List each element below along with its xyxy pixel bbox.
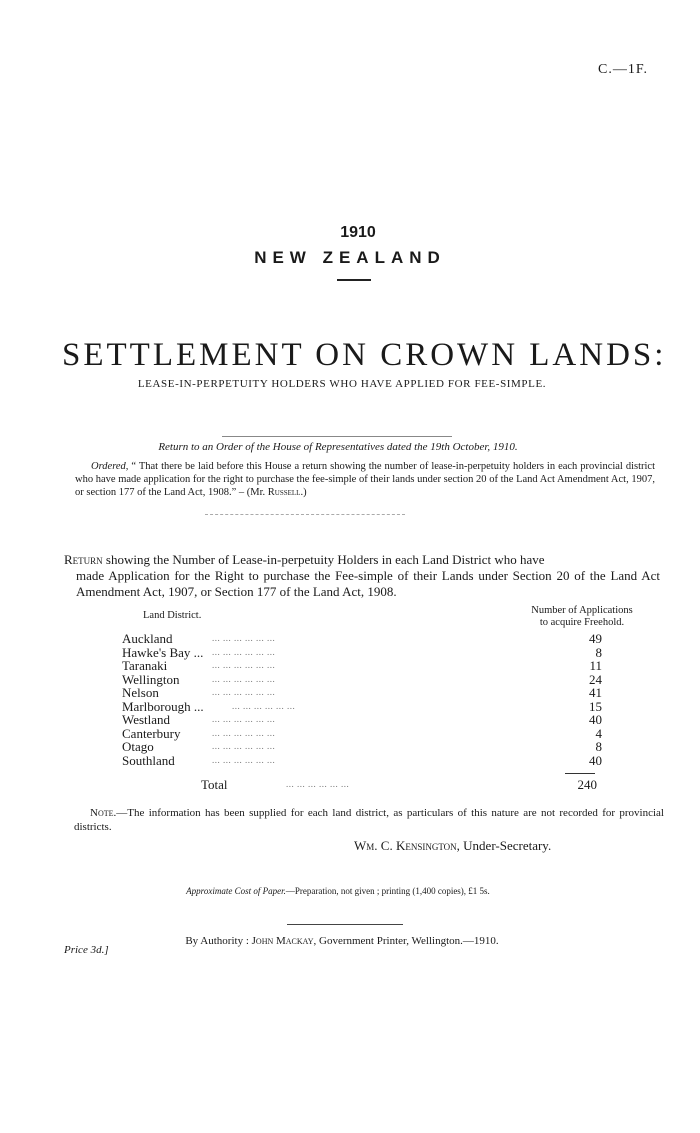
total-divider [565,773,595,774]
table-row [122,700,662,714]
leader-dots: ... ... ... ... ... ... [212,714,276,724]
signature [354,838,551,854]
leader-dots: ... ... ... ... ... ... [212,633,276,643]
district-name: Otago [122,739,154,754]
price-label: Price 3d.] [64,944,109,956]
note-label: Note. [90,807,117,819]
order-heading: Return to an Order of the House of Representatives dated the 19th October, 1910. [158,441,518,453]
application-count: 40 [589,712,602,727]
leader-dots: ... ... ... ... ... ... [232,700,296,711]
authority-prefix: By Authority : [185,935,249,947]
leader-dots: ... ... ... ... ... ... [212,727,276,738]
district-name: Auckland [122,631,173,646]
district-name: Taranaki [122,658,168,673]
column-header-count-line1: Number of Applications [531,605,633,616]
district-table [122,632,662,767]
order-text [75,460,655,499]
order-end-divider [205,514,405,515]
signatory-name: Wm. C. Kensington [354,838,457,853]
country-heading: NEW ZEALAND [254,248,446,267]
order-divider [222,436,452,437]
leader-dots: ... ... ... ... ... ... [212,687,276,697]
return-rest: made Application for the Right to purchase the Fee-simple of their Lands under Section 20 of the Land Act Amendment Act, 1907, or Section 177 of the Land Act, 1908. [76,568,660,599]
table-row [122,659,662,673]
table-row [122,686,662,700]
heading-divider [337,279,371,281]
document-reference: C.—1F. [597,62,648,77]
application-count: 8 [595,739,602,754]
order-close: .) [300,487,307,498]
total-label: Total [201,777,228,792]
leader-dots: ... ... ... ... ... ... [212,673,276,684]
cost-label: Approximate Cost of Paper. [186,886,286,896]
member-name: Russell [267,487,301,498]
application-count: 11 [589,658,602,673]
table-row [122,713,662,727]
printer-name: John Mackay [251,935,314,947]
document-year: 1910 [340,224,376,241]
application-count: 41 [589,685,602,700]
leader-dots: ... ... ... ... ... ... [212,741,276,751]
column-header-count-line2: to acquire Freehold. [539,617,625,628]
district-name: Marlborough ... [122,698,204,714]
district-name: Westland [122,712,171,727]
district-name: Canterbury [122,725,181,741]
column-header-district: Land District. [143,610,202,621]
table-row [122,727,662,741]
application-count: 24 [589,671,602,687]
table-row [122,646,662,660]
ordered-label: Ordered, [91,461,129,472]
district-name: Nelson [122,685,159,700]
footer-divider [287,924,403,925]
table-row [122,754,662,768]
page-subtitle: LEASE-IN-PERPETUITY HOLDERS WHO HAVE APPLIED FOR FEE-SIMPLE. [137,378,547,390]
district-name: Hawke's Bay ... [122,644,204,660]
application-count: 8 [595,644,602,660]
table-row [122,632,662,646]
district-name: Southland [122,752,175,768]
return-first-line: showing the Number of Lease-in-perpetuity Holders in each Land District who have [105,552,545,567]
application-count: 15 [589,698,602,714]
note-paragraph [74,806,664,834]
return-intro [64,552,660,600]
application-count: 49 [589,631,602,646]
note-text: —The information has been supplied for each land district, as particulars of this nature are not recorded for provincial districts. [74,807,664,833]
district-name: Wellington [122,671,180,687]
application-count: 40 [589,752,602,768]
page-title: SETTLEMENT ON CROWN LANDS: [62,337,667,373]
signatory-title: , Under-Secretary. [456,838,552,853]
order-body-text: “ That there be laid before this House a return showing the number of lease-in-perpetuity holders in each provincial district who have made application for the right to purchase the fee-simple of their lands under section 20 of the Land Act Amendment Act, 1907, or section 177 of the Land Act, 1908.” – (Mr. [75,461,655,498]
total-value: 240 [577,777,597,792]
leader-dots: ... ... ... ... ... ... [212,660,276,670]
total-row [201,777,661,793]
table-row [122,673,662,687]
column-header-count [507,605,657,629]
cost-text: —Preparation, not given ; printing (1,400 copies), £1 5s. [285,886,490,896]
application-count: 4 [595,725,602,741]
leader-dots: ... ... ... ... ... ... [286,779,350,789]
return-lead: Return [64,552,103,567]
leader-dots: ... ... ... ... ... ... [212,646,276,657]
leader-dots: ... ... ... ... ... ... [212,754,276,765]
authority-suffix: , Government Printer, Wellington.—1910. [313,935,499,947]
table-row [122,740,662,754]
cost-line [0,886,688,896]
